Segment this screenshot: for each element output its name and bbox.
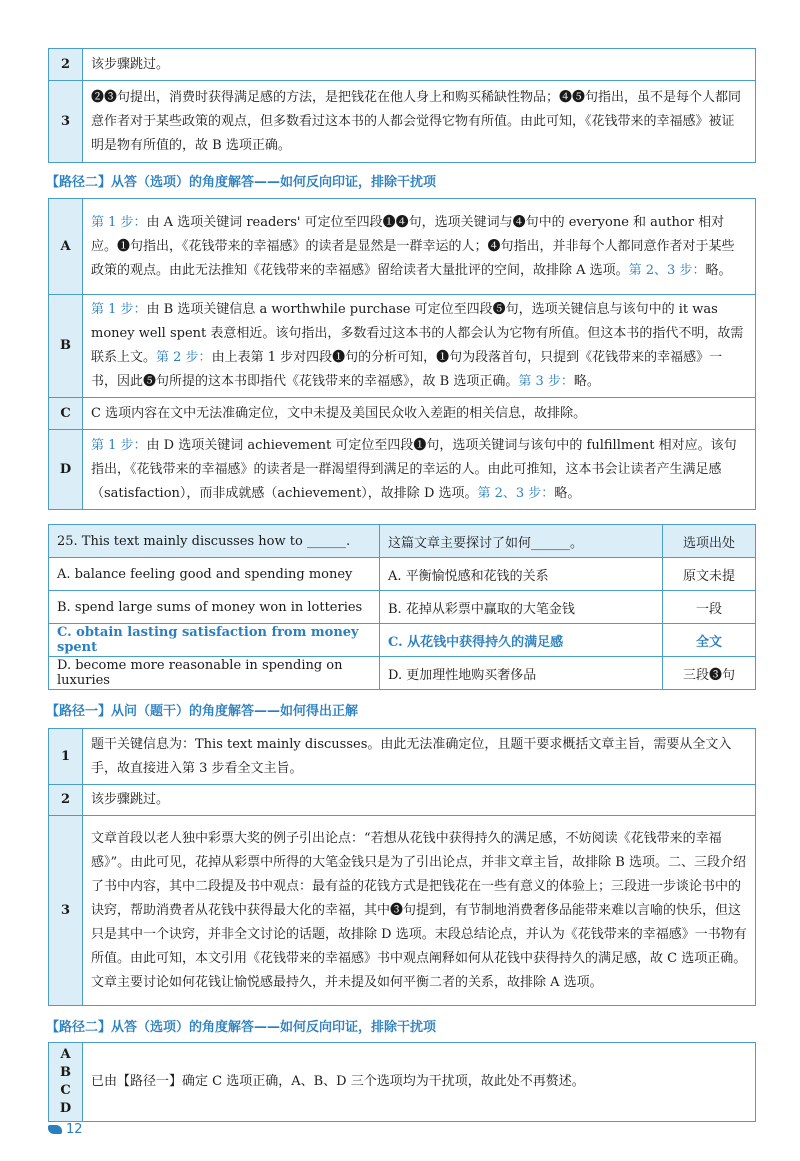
question-en: 25. This text mainly discusses how to ______. <box>49 525 380 558</box>
choice-en: A. balance feeling good and spending money <box>49 558 380 591</box>
choice-en: B. spend large sums of money won in lotteries <box>49 591 380 624</box>
choice-source: 一段 <box>663 591 756 624</box>
options-analysis-table <box>48 198 756 510</box>
section-heading: 【路径二】从答（选项）的角度解答——如何反向印证，排除干扰项 <box>46 175 437 190</box>
option-label: C <box>49 398 83 430</box>
option-a-analysis: 第 1 步：由 A 选项关键词 readers' 可定位至四段❶❹句，选项关键词与❹句中的 everyone 和 author 相对应。❶句指出，《花钱带来的幸福感》的读者是显然是一群幸运的人；❹句指出，并非每个人都同意作者对于某些政策的观点。由此无法推知《花钱带来的幸福感》留给读者大量批评的空间，故排除 A 选项。第 2、3 步：略。 <box>83 199 756 295</box>
steps-table <box>48 728 756 1006</box>
step-label: 3 <box>49 816 83 1006</box>
option-label: A <box>49 199 83 295</box>
final-text: 已由【路径一】确定 C 选项正确，A、B、D 三个选项均为干扰项，故此处不再赘述。 <box>83 1043 756 1122</box>
question-zh: 这篇文章主要探讨了如何______。 <box>380 525 663 558</box>
step-label: 2 <box>49 49 83 81</box>
option-label: B <box>49 295 83 398</box>
section-heading: 【路径一】从问（题干）的角度解答——如何得出正解 <box>46 704 359 719</box>
choice-zh: A. 平衡愉悦感和花钱的关系 <box>380 558 663 591</box>
choice-zh: B. 花掉从彩票中赢取的大笔金钱 <box>380 591 663 624</box>
source-header: 选项出处 <box>663 525 756 558</box>
step-text: ❷❸句提出，消费时获得满足感的方法，是把钱花在他人身上和购买稀缺性物品；❹❺句指出，虽不是每个人都同意作者对于某些政策的观点，但多数看过这本书的人都会觉得它物有所值。由此可知，《花钱带来的幸福感》被证明是物有所值的，故 B 选项正确。 <box>83 81 756 163</box>
step-text: 题干关键信息为：This text mainly discusses。由此无法准确定位，且题干要求概括文章主旨，需要从全文入手，故直接进入第 3 步看全文主旨。 <box>83 729 756 785</box>
option-b-analysis: 第 1 步：由 B 选项关键信息 a worthwhile purchase 可定位至四段❺句，选项关键信息与该句中的 it was money well spent 表意相近。该句指出，多数看过这本书的人都会认为它物有所值。但这本书的指代不明，故需联系上文。第 2 步：由上表第 1 步对四段❶句的分析可知，❶句为段落首句，只提到《花钱带来的幸福感》一书，因此❺句所提的这本书即指代《花钱带来的幸福感》，故 B 选项正确。第 3 步：略。 <box>83 295 756 398</box>
page-number: 12 <box>48 1122 83 1137</box>
option-d-analysis: 第 1 步：由 D 选项关键词 achievement 可定位至四段❶句，选项关键词与该句中的 fulfillment 相对应。该句指出，《花钱带来的幸福感》的读者是一群渴望得到满足的幸运的人。由此可推知，这本书会让读者产生满足感（satisfaction），而非成就感（achievement），故排除 D 选项。第 2、3 步：略。 <box>83 430 756 510</box>
top-steps-table <box>48 48 756 163</box>
final-table <box>48 1042 756 1122</box>
option-label: D <box>49 430 83 510</box>
step-text: 该步骤跳过。 <box>83 49 756 81</box>
step-label: 3 <box>49 81 83 163</box>
step-text: 文章首段以老人独中彩票大奖的例子引出论点：“若想从花钱中获得持久的满足感，不妨阅读《花钱带来的幸福感》”。由此可见，花掉从彩票中所得的大笔金钱只是为了引出论点，并非文章主旨，故排除 B 选项。二、三段介绍了书中内容，其中二段提及书中观点：最有益的花钱方式是把钱花在一些有意义的体验上；三段进一步谈论书中的诀窍，帮助消费者从花钱中获得最大化的幸福，其中❸句提到，有节制地消费奢侈品能带来难以言喻的快乐，但这只是其中一个诀窍，并非全文讨论的话题，故排除 D 选项。末段总结论点，并认为《花钱带来的幸福感》一书物有所值。由此可知，本文引用《花钱带来的幸福感》书中观点阐释如何从花钱中获得持久的满足感，故 C 选项正确。文章主要讨论如何花钱让愉悦感最持久，并未提及如何平衡二者的关系，故排除 A 选项。 <box>83 816 756 1006</box>
correct-choice-en: C. obtain lasting satisfaction from money spent <box>49 624 380 657</box>
choice-en: D. become more reasonable in spending on luxuries <box>49 657 380 690</box>
correct-choice-zh: C. 从花钱中获得持久的满足感 <box>380 624 663 657</box>
option-c-analysis: C 选项内容在文中无法准确定位，文中未提及美国民众收入差距的相关信息，故排除。 <box>83 398 756 430</box>
choice-zh: D. 更加理性地购买奢侈品 <box>380 657 663 690</box>
choice-source: 原文未提 <box>663 558 756 591</box>
step-text: 该步骤跳过。 <box>83 785 756 816</box>
question-table <box>48 524 756 690</box>
step-label: 1 <box>49 729 83 785</box>
correct-choice-source: 全文 <box>663 624 756 657</box>
book-icon <box>48 1125 62 1134</box>
options-label: A B C D <box>49 1043 83 1122</box>
choice-source: 三段❸句 <box>663 657 756 690</box>
section-heading: 【路径二】从答（选项）的角度解答——如何反向印证，排除干扰项 <box>46 1020 437 1035</box>
step-label: 2 <box>49 785 83 816</box>
